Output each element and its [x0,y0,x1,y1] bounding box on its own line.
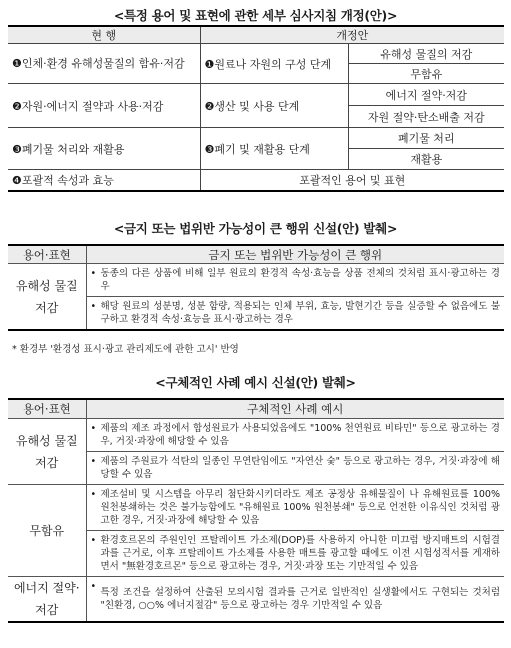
current-item-1: ❶인체·환경 유해성물질의 함유·저감 [8,44,200,84]
current-item-2: ❷자원·에너지 절약과 사용·저감 [8,84,200,128]
example-item: • 제품의 제조 과정에서 합성원료가 사용되었음에도 "100% 천연원료 비타민" 등으로 광고하는 경우, 거짓·과장에 해당할 수 있음 [86,419,504,452]
header-revised: 개정안 [200,26,504,44]
example-item: • 환경호르몬의 주원인인 프탈레이트 가소제(DOP)를 사용하지 아니한 미끄럼 방지매트의 시험결과를 근거로, 이후 프탈레이트 가소제를 사용한 매트를 광고할 때에도 이전 시험성적서를 게재하면서 "無환경호르몬" 등으로 광고하는 경우, 거짓·과장 또는 기만적일 수 있음 [86,531,504,577]
header-term: 용어·표현 [8,245,86,264]
revised-sub: 재활용 [348,149,504,170]
section1-title: <특정 용어 및 표현에 관한 세부 심사지침 개정(안)> [113,8,398,23]
term-cell: 유해성 물질 저감 [8,264,86,331]
revised-main-1: ❶원료나 자원의 구성 단계 [200,44,348,84]
source-note: * 환경부 '환경성 표시·광고 관리제도에 관한 고시' 반영 [12,344,239,355]
current-item-4: ❹포괄적 속성과 효능 [8,170,200,191]
header-desc: 구체적인 사례 예시 [86,399,504,419]
term-cell: 에너지 절약·저감 [8,577,86,623]
header-current: 현 행 [8,26,200,44]
revised-sub: 폐기물 처리 [348,128,504,149]
revised-main-3: ❸폐기 및 재활용 단계 [200,128,348,170]
header-desc: 금지 또는 법위반 가능성이 큰 행위 [86,245,504,264]
term-cell: 무함유 [8,485,86,577]
term-cell: 유해성 물질 저감 [8,419,86,485]
revised-main-2: ❷생산 및 사용 단계 [200,84,348,128]
current-item-3: ❸폐기물 처리와 재활용 [8,128,200,170]
section2-title: <금지 또는 법위반 가능성이 큰 행위 신설(안) 발췌> [113,221,398,236]
example-item: • 제품의 주원료가 석탄의 일종인 무연탄임에도 "자연산 숯" 등으로 광고하는 경우, 거짓·과장에 해당할 수 있음 [86,452,504,485]
prohibited-acts-table [8,244,504,331]
revised-sub: 자원 절약·탄소배출 저감 [348,106,504,128]
revised-sub: 무함유 [348,64,504,84]
header-term: 용어·표현 [8,399,86,419]
revised-sub: 유해성 물질의 저감 [348,44,504,64]
prohibited-item: • 동종의 다른 상품에 비해 일부 원료의 환경적 속성·효능을 상품 전체의 것처럼 표시·광고하는 경우 [86,264,504,297]
revised-main-4: 포괄적인 용어 및 표현 [200,170,504,191]
prohibited-item: • 해당 원료의 성분명, 성분 함량, 적용되는 인체 부위, 효능, 발현기간 등을 실증할 수 없음에도 불구하고 환경적 속성·효능을 표시·광고하는 경우 [86,297,504,331]
section3-title: <구체적인 사례 예시 신설(안) 발췌> [155,375,356,390]
examples-table [8,398,504,623]
example-item: • 제조설비 및 시스템을 아무리 첨단화시키더라도 제조 공정상 유해물질이 나 유해원료를 100% 원천봉쇄하는 것은 불가능함에도 "유해원료 100% 원천봉쇄" 등으로 언전한 이유식인 것처럼 광고한 경우, 거짓·과장에 해당할 수 있음 [86,485,504,531]
example-item: • 특정 조건을 설정하여 산출된 모의시험 결과를 근거로 일반적인 실생활에서도 구현되는 것처럼 "친환경, ○○% 에너지절감" 등으로 광고하는 경우 기만적일 수 있음 [86,577,504,623]
revised-sub: 에너지 절약·저감 [348,84,504,106]
revision-comparison-table [8,25,504,192]
